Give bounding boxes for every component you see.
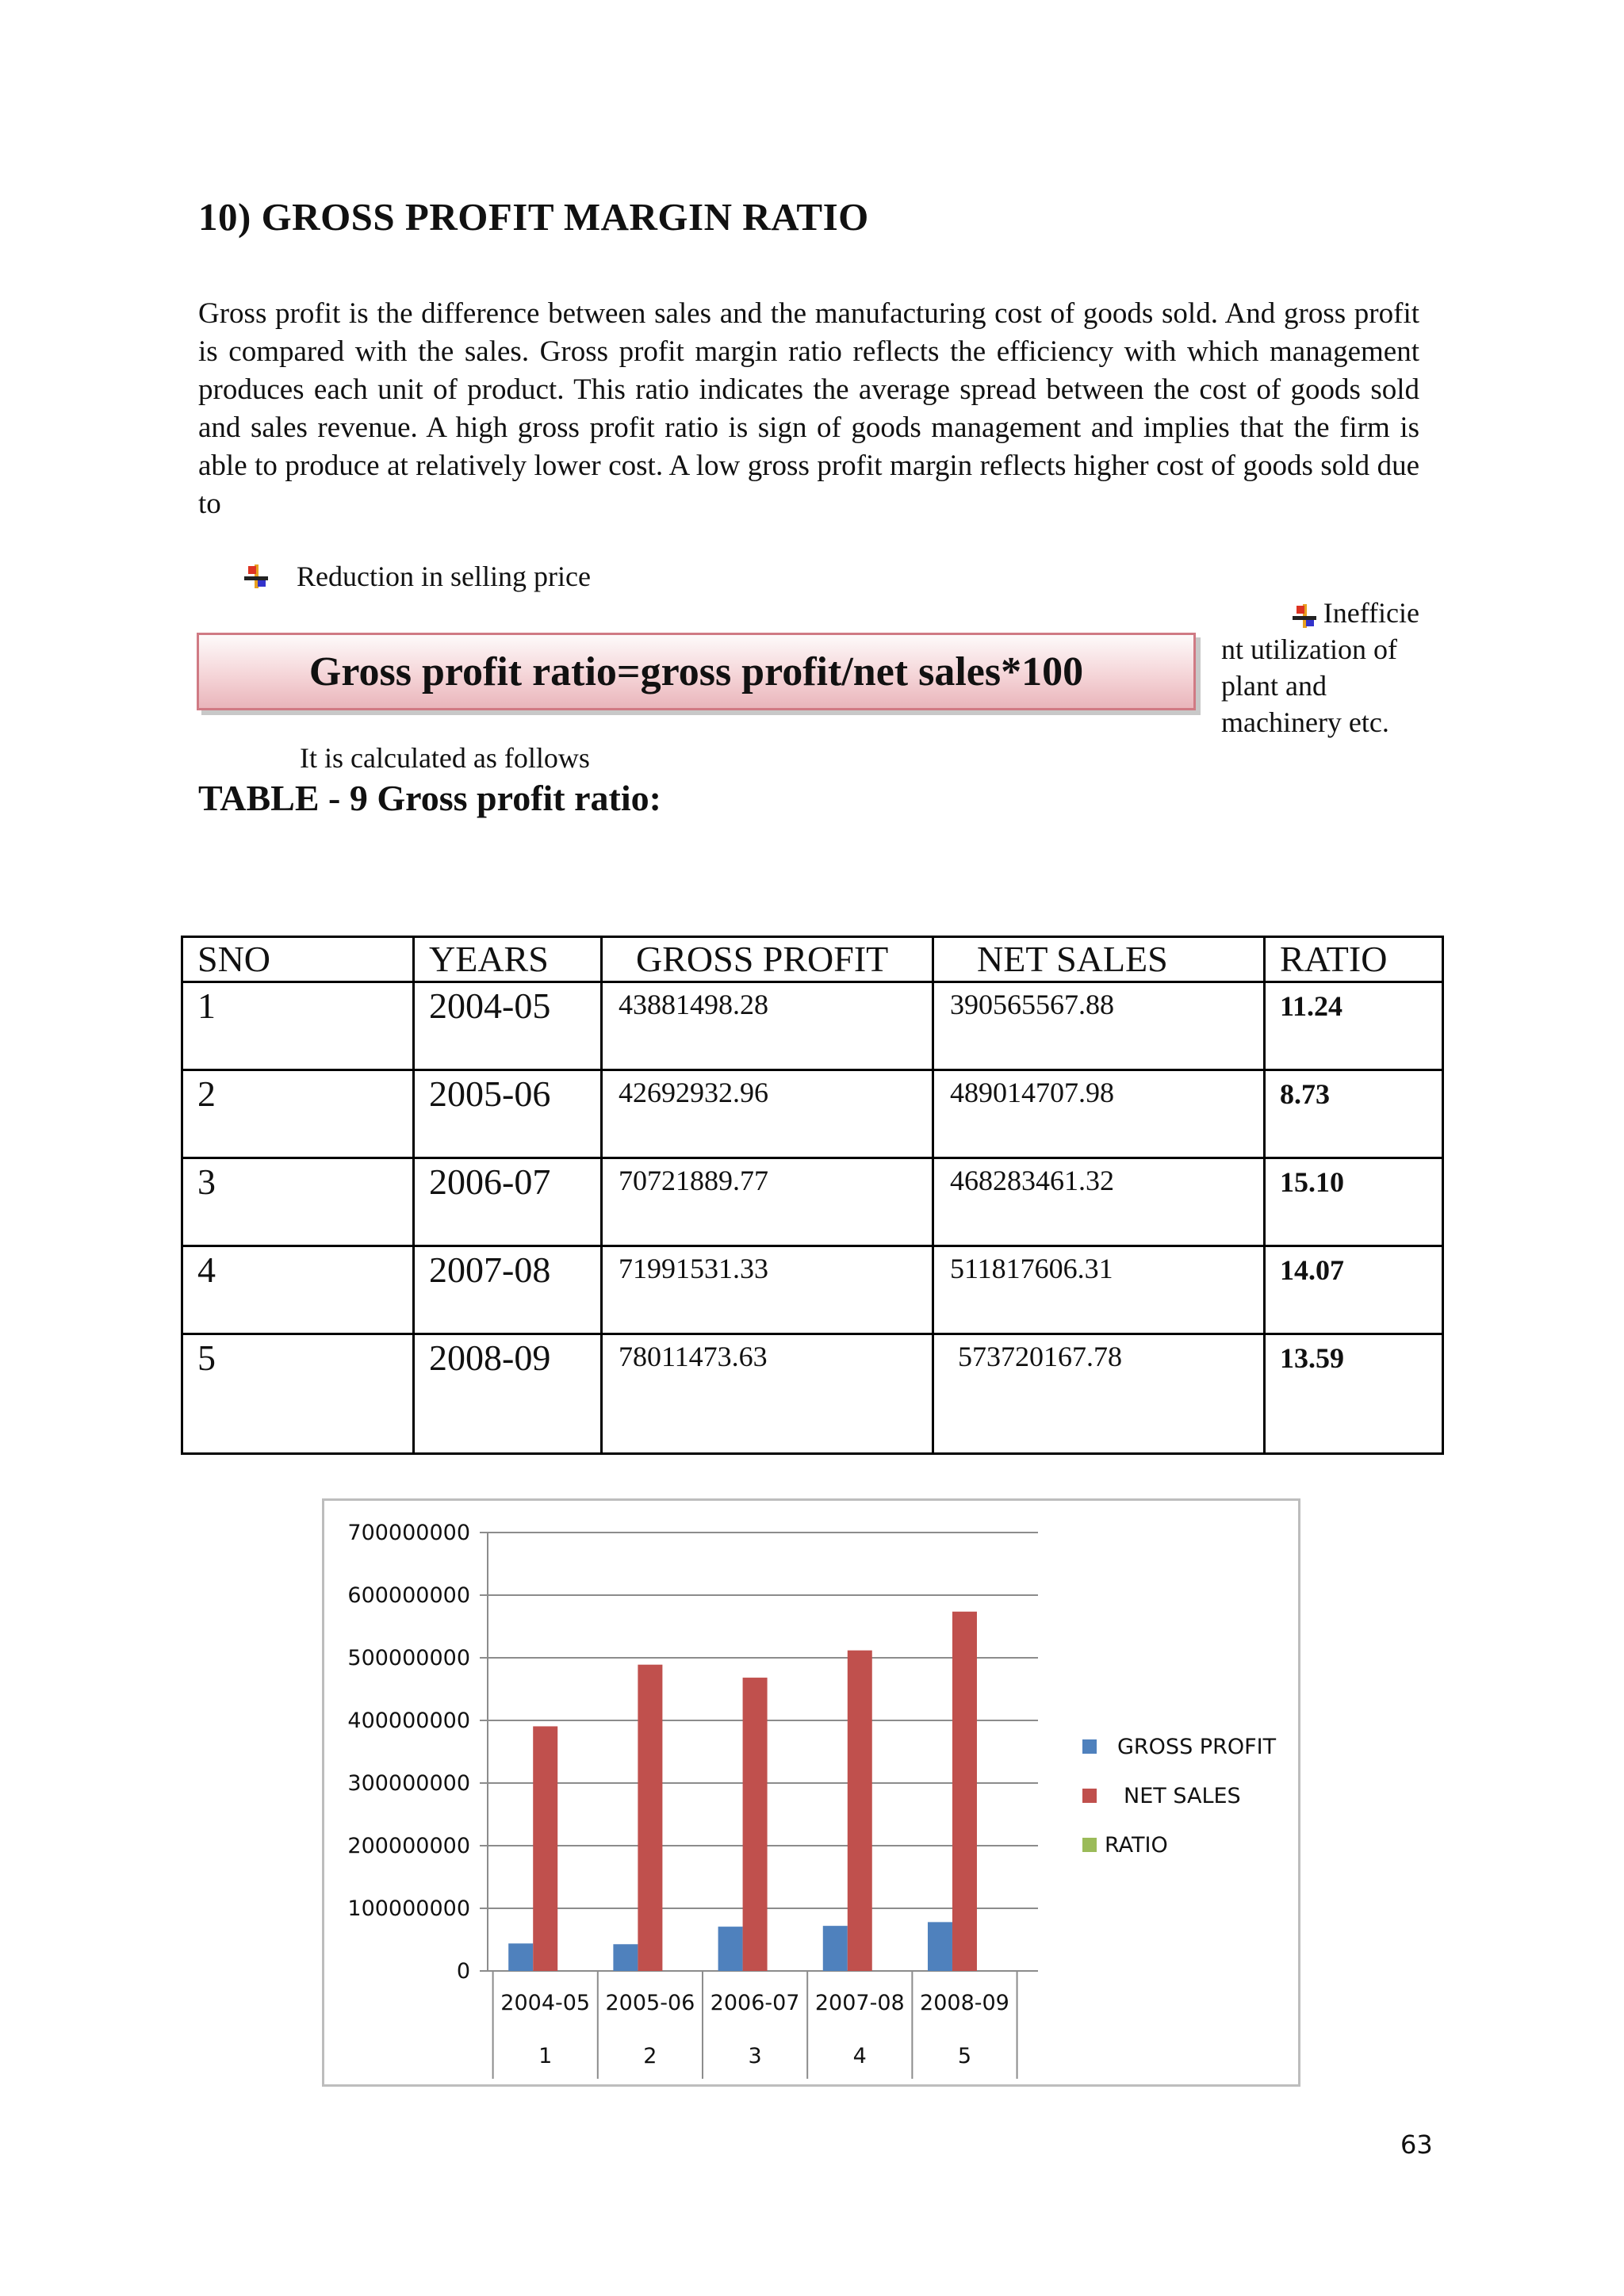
bullet-arrow-icon (244, 564, 268, 588)
chart-canvas (324, 1501, 1298, 2084)
bullet-item-2-text-rest: nt utilization of plant and machinery etc. (1221, 633, 1397, 738)
bar-gross-profit (823, 1926, 848, 1971)
cell-sno: 2 (182, 1070, 414, 1158)
x-category-number: 5 (957, 2044, 972, 2068)
bar-net-sales (848, 1651, 872, 1971)
legend-label: GROSS PROFIT (1117, 1735, 1277, 1759)
bar-net-sales (952, 1612, 977, 1971)
legend-swatch (1082, 1739, 1097, 1754)
cell-year: 2008-09 (414, 1334, 602, 1454)
bar-net-sales (638, 1665, 662, 1971)
calculation-note: It is calculated as follows (300, 742, 590, 774)
legend-swatch (1082, 1789, 1097, 1803)
cell-net-sales: 511817606.31 (933, 1246, 1265, 1334)
bullet-item-2 (1221, 595, 1419, 740)
table-title: TABLE - 9 Gross profit ratio: (198, 778, 661, 818)
cell-net-sales: 468283461.32 (933, 1158, 1265, 1246)
cell-net-sales: 573720167.78 (933, 1334, 1265, 1454)
table-row (182, 1334, 1443, 1454)
cell-year: 2004-05 (414, 982, 602, 1070)
header-sno: SNO (182, 937, 414, 982)
y-tick-label: 0 (456, 1959, 470, 1984)
cell-ratio: 13.59 (1265, 1334, 1443, 1454)
bar-gross-profit (613, 1944, 638, 1971)
table-row (182, 982, 1443, 1070)
x-category-number: 1 (538, 2044, 553, 2068)
x-tick-label: 2006-07 (710, 1991, 800, 2015)
x-tick-label: 2005-06 (605, 1991, 695, 2015)
cell-net-sales: 390565567.88 (933, 982, 1265, 1070)
x-category-number: 3 (748, 2044, 762, 2068)
cell-ratio: 14.07 (1265, 1246, 1443, 1334)
bar-net-sales (533, 1726, 557, 1971)
x-tick-label: 2004-05 (500, 1991, 591, 2015)
page-number: 63 (1400, 2130, 1433, 2160)
formula-text: Gross profit ratio=gross profit/net sales*100 (308, 649, 1084, 695)
bar-net-sales (743, 1678, 768, 1971)
x-category-number: 2 (643, 2044, 657, 2068)
y-tick-label: 300000000 (347, 1771, 470, 1796)
x-tick-label: 2008-09 (920, 1991, 1009, 2015)
y-tick-label: 700000000 (347, 1521, 470, 1545)
gross-profit-table (181, 936, 1444, 1455)
y-tick-label: 600000000 (347, 1583, 470, 1608)
cell-net-sales: 489014707.98 (933, 1070, 1265, 1158)
table-row (182, 1070, 1443, 1158)
cell-ratio: 11.24 (1265, 982, 1443, 1070)
bullet-item-1-text: Reduction in selling price (297, 561, 591, 592)
bullet-item-1 (244, 560, 591, 593)
y-tick-label: 100000000 (347, 1896, 470, 1921)
x-tick-label: 2007-08 (814, 1991, 905, 2015)
legend-label: NET SALES (1124, 1784, 1241, 1808)
cell-year: 2007-08 (414, 1246, 602, 1334)
y-tick-label: 500000000 (347, 1646, 470, 1670)
cell-sno: 3 (182, 1158, 414, 1246)
bar-gross-profit (718, 1927, 743, 1971)
y-tick-label: 400000000 (347, 1709, 470, 1733)
header-gross-profit: GROSS PROFIT (602, 937, 933, 982)
cell-sno: 1 (182, 982, 414, 1070)
cell-year: 2006-07 (414, 1158, 602, 1246)
header-ratio: RATIO (1265, 937, 1443, 982)
header-years: YEARS (414, 937, 602, 982)
cell-gross-profit: 70721889.77 (602, 1158, 933, 1246)
cell-sno: 5 (182, 1334, 414, 1454)
formula-box (197, 633, 1196, 710)
bar-gross-profit (928, 1922, 952, 1971)
cell-year: 2005-06 (414, 1070, 602, 1158)
legend-label: RATIO (1105, 1833, 1168, 1858)
bullet-arrow-icon (1293, 604, 1316, 628)
cell-gross-profit: 43881498.28 (602, 982, 933, 1070)
cell-gross-profit: 71991531.33 (602, 1246, 933, 1334)
legend-swatch (1082, 1838, 1097, 1852)
bar-gross-profit (508, 1943, 533, 1971)
table-header-row (182, 937, 1443, 982)
cell-ratio: 15.10 (1265, 1158, 1443, 1246)
cell-sno: 4 (182, 1246, 414, 1334)
table-row (182, 1158, 1443, 1246)
header-net-sales: NET SALES (933, 937, 1265, 982)
y-tick-label: 200000000 (347, 1834, 470, 1858)
bullet-item-2-text-start: Inefficie (1323, 597, 1419, 629)
intro-paragraph: Gross profit is the difference between sales and the manufacturing cost of goods sold. And gross profit is compared with the sales. Gross profit margin ratio reflects the efficiency with which management produces each unit of product. This ratio indicates the average spread between the cost of goods sold and sales revenue. A high gross profit ratio is sign of goods management and implies that the firm is able to produce at relatively lower cost. A low gross profit margin reflects higher cost of goods sold due to (198, 297, 1419, 520)
cell-ratio: 8.73 (1265, 1070, 1443, 1158)
table-row (182, 1246, 1443, 1334)
cell-gross-profit: 42692932.96 (602, 1070, 933, 1158)
bar-chart (322, 1498, 1300, 2087)
cell-gross-profit: 78011473.63 (602, 1334, 933, 1454)
x-category-number: 4 (852, 2044, 867, 2068)
section-heading: 10) GROSS PROFIT MARGIN RATIO (198, 195, 869, 239)
